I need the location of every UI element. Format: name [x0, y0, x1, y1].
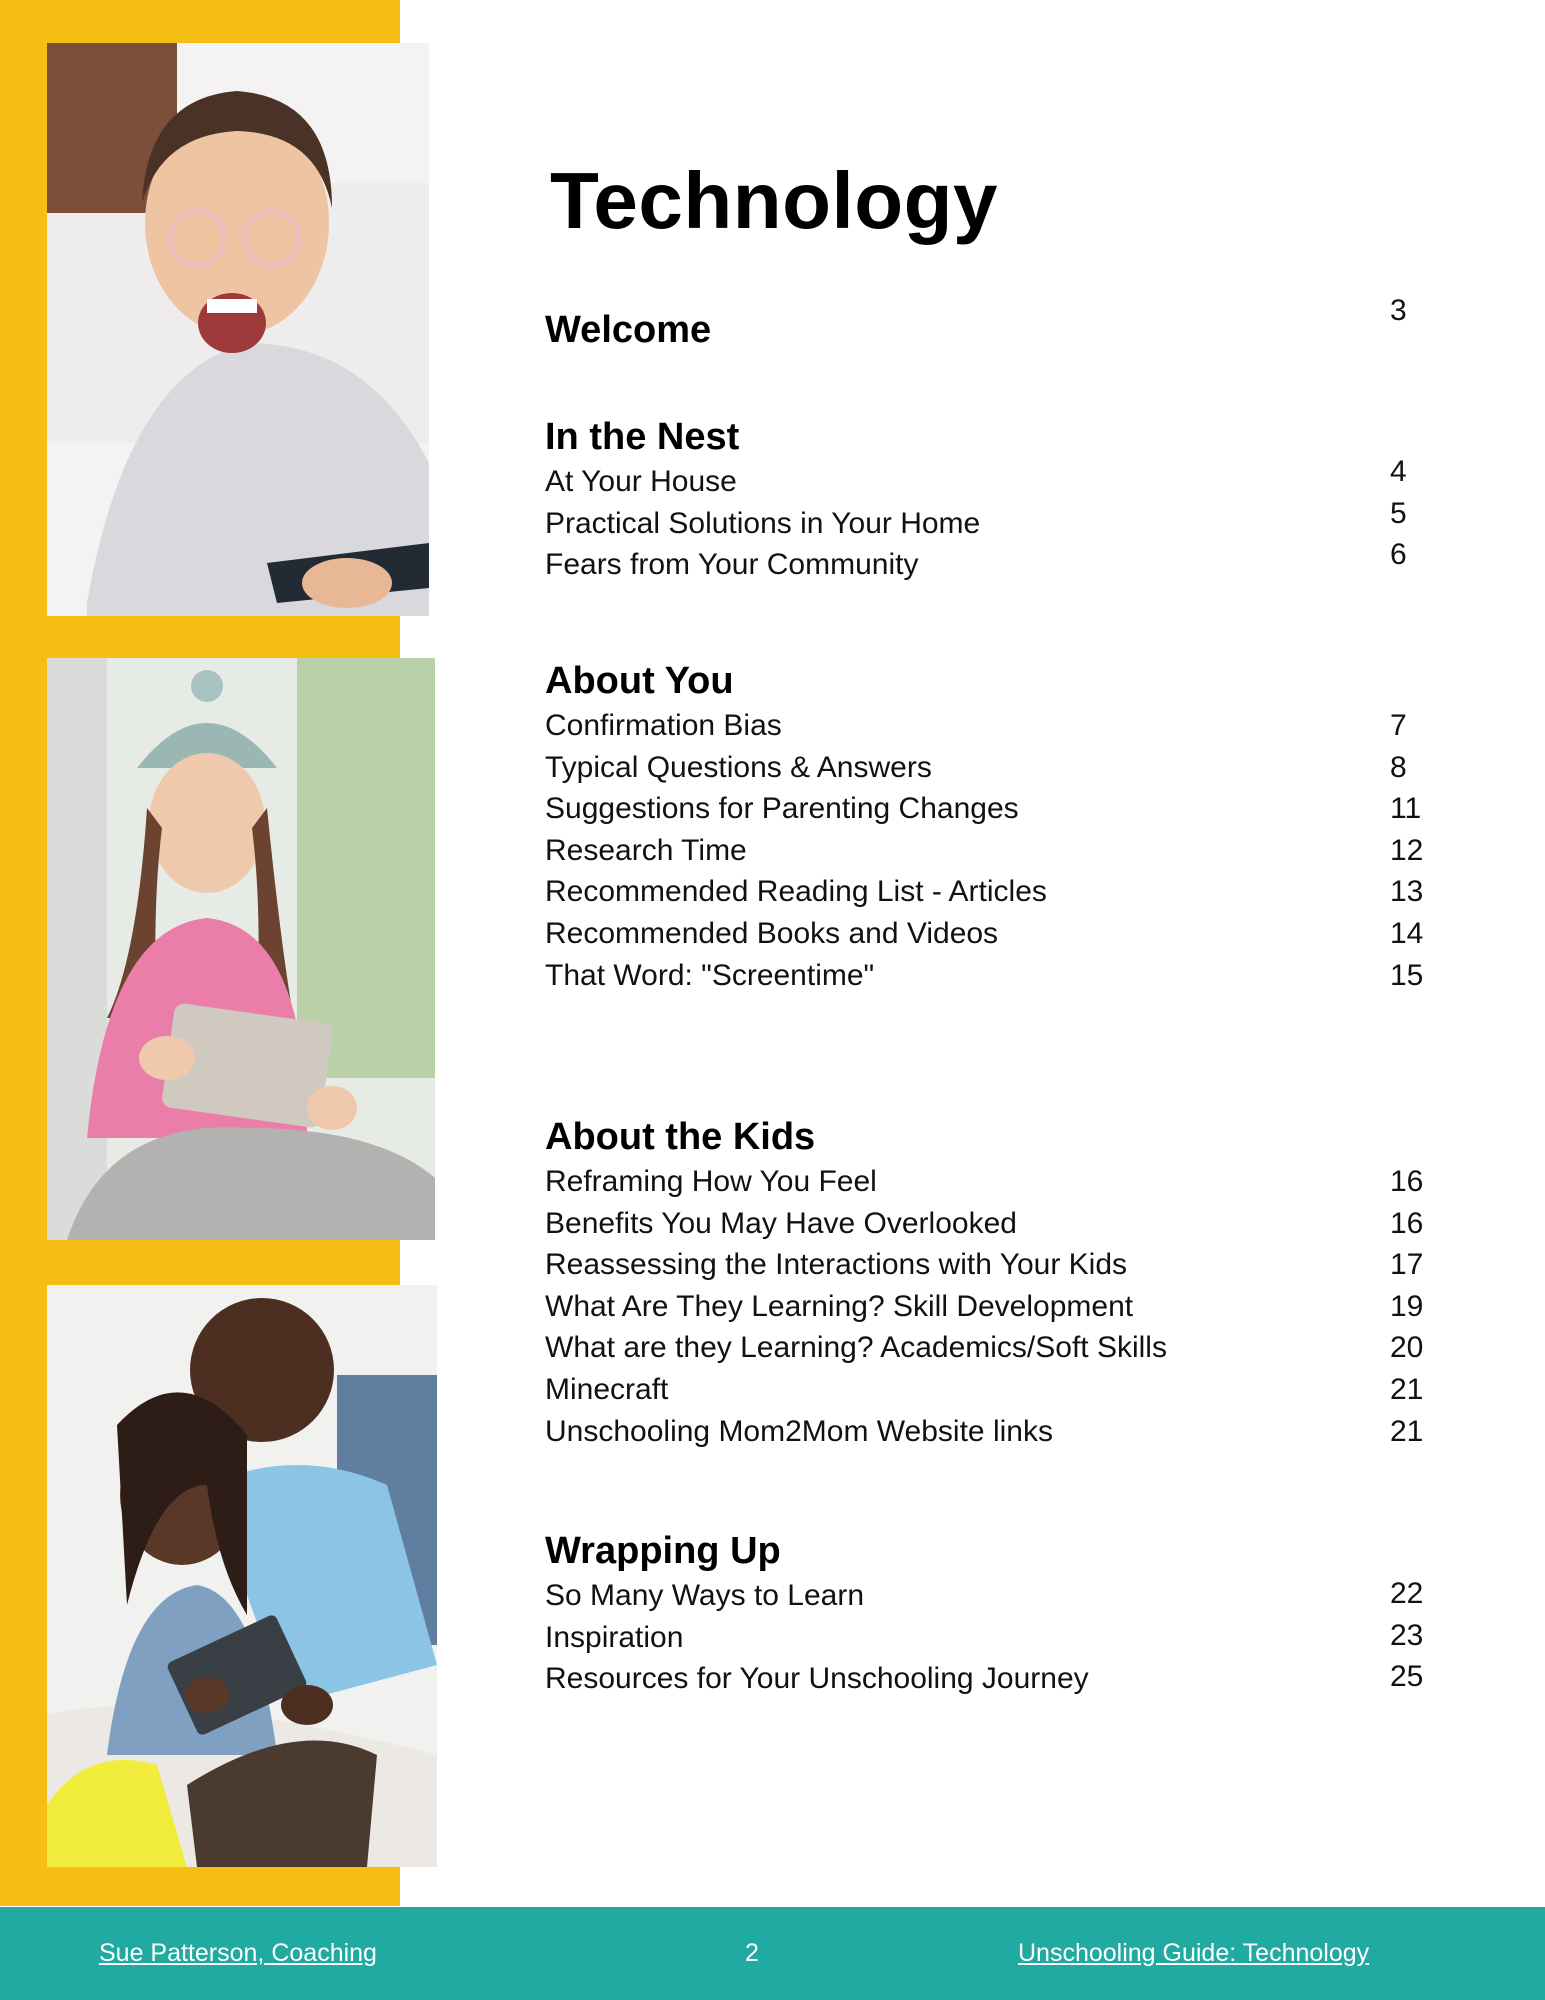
toc-item[interactable]	[545, 1244, 1435, 1286]
toc-item-label: Recommended Books and Videos	[545, 916, 999, 950]
footer-guide-link[interactable]: Unschooling Guide: Technology	[1018, 1939, 1370, 1967]
photo-two-kids-with-tablet	[47, 1285, 437, 1867]
toc-item[interactable]	[545, 496, 1435, 545]
toc-item-label: Recommended Reading List - Articles	[545, 875, 1047, 909]
toc-item-page: 8	[1390, 750, 1407, 784]
toc-item-page: 7	[1390, 709, 1407, 742]
toc-item-page: 16	[1390, 1206, 1424, 1240]
toc-item-label: Suggestions for Parenting Changes	[545, 792, 1019, 826]
toc-section-in-the-nest	[545, 413, 1435, 586]
toc-item[interactable]	[545, 955, 1435, 997]
footer-bar	[0, 1907, 1545, 2000]
toc-item[interactable]	[545, 788, 1435, 830]
toc-item[interactable]	[545, 913, 1435, 955]
toc-item[interactable]	[545, 1411, 1435, 1453]
toc-item-label: Research Time	[545, 833, 747, 867]
toc-item[interactable]	[545, 1203, 1435, 1245]
toc-item-page: 13	[1390, 875, 1424, 909]
toc-item-label: So Many Ways to Learn	[545, 1579, 865, 1612]
toc-item-label: Resources for Your Unschooling Journey	[545, 1662, 1089, 1696]
toc-item-label: Practical Solutions in Your Home	[545, 506, 981, 540]
toc-item-label: Confirmation Bias	[545, 709, 782, 742]
toc-item[interactable]	[545, 1327, 1435, 1369]
page-title: Technology	[550, 156, 998, 245]
toc-item-label: Reframing How You Feel	[545, 1165, 877, 1198]
toc-item-label: Inspiration	[545, 1620, 684, 1654]
toc-item[interactable]	[545, 830, 1435, 872]
footer-page-number: 2	[745, 1939, 759, 1967]
toc-section-title: About You	[545, 660, 734, 702]
toc-item-page: 12	[1390, 833, 1424, 867]
toc-welcome-title: Welcome	[545, 309, 712, 351]
toc-item[interactable]	[545, 1575, 1435, 1617]
toc-item-label: Typical Questions & Answers	[545, 750, 932, 784]
toc-item[interactable]	[545, 1286, 1435, 1328]
toc-item[interactable]	[545, 747, 1435, 789]
toc-item[interactable]	[545, 705, 1435, 747]
toc-section-title: In the Nest	[545, 416, 740, 458]
toc-welcome-page: 3	[1390, 294, 1407, 327]
toc-item-label: Benefits You May Have Overlooked	[545, 1206, 1017, 1240]
toc-item-page: 11	[1390, 792, 1422, 826]
toc-item[interactable]	[545, 455, 1435, 503]
toc-item-page: 17	[1390, 1248, 1424, 1282]
toc-section-about-the-kids	[545, 1113, 1435, 1452]
toc-item-page: 14	[1390, 916, 1424, 950]
photo-boy-with-controller	[47, 43, 429, 616]
toc-section-title: Wrapping Up	[545, 1530, 781, 1572]
toc-item-page: 5	[1390, 496, 1407, 530]
toc-item-page: 15	[1390, 958, 1424, 992]
toc-item-label: Reassessing the Interactions with Your Kids	[545, 1248, 1127, 1282]
toc-section-title: About the Kids	[545, 1116, 816, 1158]
photo-girl-with-tablet	[47, 658, 435, 1240]
toc-item-page: 6	[1390, 538, 1407, 572]
toc-item[interactable]	[545, 1161, 1435, 1203]
toc-item-page: 16	[1390, 1165, 1424, 1198]
toc-item-label: Minecraft	[545, 1372, 669, 1406]
toc-item[interactable]	[545, 1617, 1435, 1659]
toc-item-page: 20	[1390, 1331, 1424, 1365]
toc-item-page: 21	[1390, 1414, 1424, 1448]
toc-item[interactable]	[545, 538, 1435, 586]
toc-item-page: 4	[1390, 455, 1407, 488]
toc-item[interactable]	[545, 1369, 1435, 1411]
toc-item[interactable]	[545, 1658, 1435, 1700]
toc-item-label: That Word: "Screentime"	[545, 958, 875, 992]
toc-section-about-you	[545, 657, 1435, 996]
toc-item-label: Unschooling Mom2Mom Website links	[545, 1414, 1053, 1448]
toc-item-label: What Are They Learning? Skill Development	[545, 1289, 1134, 1323]
toc-item-page: 22	[1390, 1577, 1424, 1610]
toc-item[interactable]	[545, 871, 1435, 913]
toc-item-page: 19	[1390, 1289, 1424, 1323]
toc-item-label: At Your House	[545, 465, 737, 498]
footer-author-link[interactable]: Sue Patterson, Coaching	[99, 1939, 377, 1967]
toc-item-label: Fears from Your Community	[545, 548, 919, 582]
toc-item-page: 21	[1390, 1372, 1424, 1406]
toc-welcome	[545, 294, 1435, 354]
toc-item-page: 23	[1390, 1618, 1424, 1652]
toc-section-wrapping-up	[545, 1527, 1435, 1700]
toc-item-label: What are they Learning? Academics/Soft Skills	[545, 1331, 1167, 1365]
toc-item-page: 25	[1390, 1660, 1424, 1694]
